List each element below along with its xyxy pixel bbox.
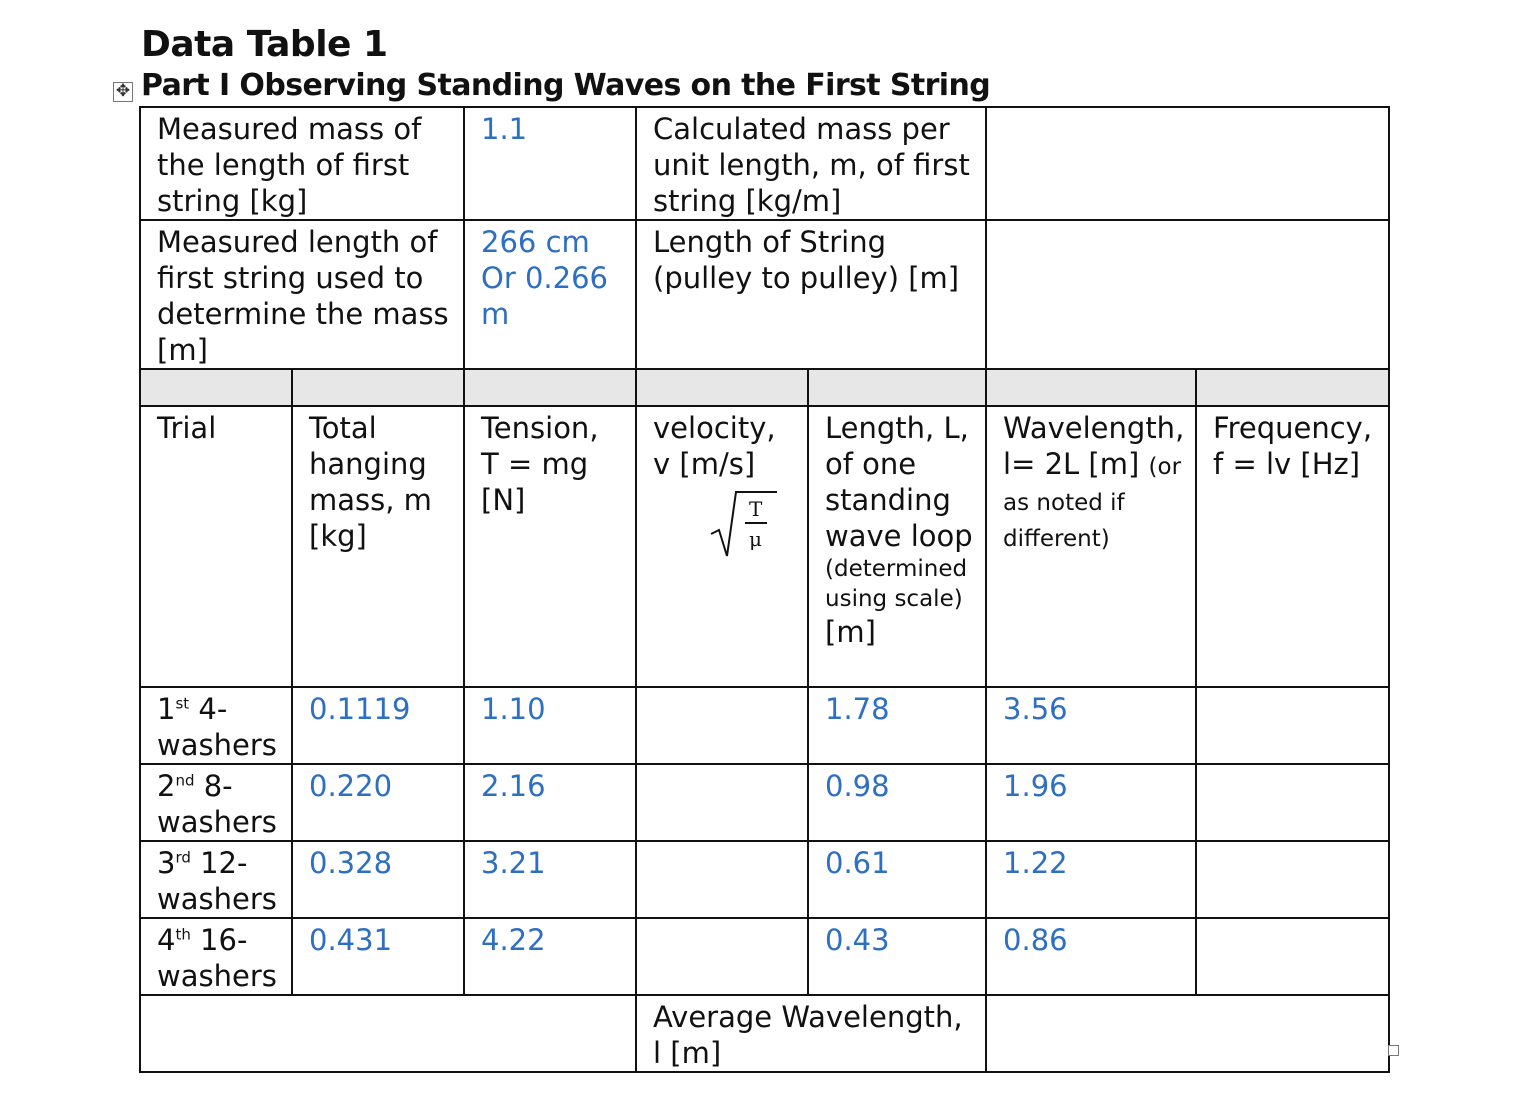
- trial-ordinal: 4: [157, 923, 176, 957]
- velocity-cell[interactable]: [636, 918, 808, 995]
- header-velocity-label: velocity, v [m/s]: [653, 411, 776, 481]
- header-wavelength: [986, 406, 1196, 687]
- header-loop-length: [808, 406, 986, 687]
- frequency-cell[interactable]: [1196, 764, 1389, 841]
- trial-ordinal: 2: [157, 769, 176, 803]
- trial-ordinal-suffix: nd: [175, 771, 195, 790]
- data-table-title: Data Table 1: [141, 24, 388, 65]
- mass-cell[interactable]: 0.328: [292, 841, 464, 918]
- header-row: [140, 406, 1389, 687]
- trial-ordinal-suffix: st: [175, 694, 190, 713]
- data-table: [139, 106, 1390, 1073]
- trial-cell: [140, 687, 292, 764]
- trial-label: 4- washers: [157, 692, 277, 762]
- sqrt-formula: [709, 486, 779, 560]
- average-blank-cell: [140, 995, 636, 1072]
- length-row: [140, 220, 1389, 369]
- mu-label: Calculated mass per unit length, m, of first string [kg/m]: [636, 107, 986, 220]
- header-wavelength-note: (or as noted if different): [1003, 454, 1182, 552]
- loop-length-cell[interactable]: 1.78: [808, 687, 986, 764]
- length-value-cell[interactable]: [464, 220, 636, 369]
- wavelength-cell[interactable]: 1.96: [986, 764, 1196, 841]
- shaded-row: [140, 369, 1389, 406]
- header-wavelength-label: Wavelength, l= 2L [m]: [1003, 411, 1185, 481]
- mass-cell[interactable]: 0.431: [292, 918, 464, 995]
- average-row: [140, 995, 1389, 1072]
- mass-cell[interactable]: 0.1119: [292, 687, 464, 764]
- loop-length-cell[interactable]: 0.43: [808, 918, 986, 995]
- mass-value-cell[interactable]: 1.1: [464, 107, 636, 220]
- mass-row: [140, 107, 1389, 220]
- shaded-cell: [808, 369, 986, 406]
- table-row: [140, 687, 1389, 764]
- trial-ordinal: 1: [157, 692, 176, 726]
- header-trial: Trial: [140, 406, 292, 687]
- shaded-cell: [986, 369, 1196, 406]
- mass-label: Measured mass of the length of first string [kg]: [140, 107, 464, 220]
- formula-denominator: μ: [749, 527, 763, 551]
- header-frequency: Frequency, f = lv [Hz]: [1196, 406, 1389, 687]
- wavelength-cell[interactable]: 0.86: [986, 918, 1196, 995]
- shaded-cell: [636, 369, 808, 406]
- trial-cell: [140, 764, 292, 841]
- string-length-label: Length of String (pulley to pulley) [m]: [636, 220, 986, 369]
- mu-value-cell[interactable]: [986, 107, 1389, 220]
- length-value-m: Or 0.266 m: [481, 261, 609, 331]
- trial-ordinal: 3: [157, 846, 176, 880]
- tension-cell[interactable]: 2.16: [464, 764, 636, 841]
- trial-cell: [140, 918, 292, 995]
- tension-cell[interactable]: 1.10: [464, 687, 636, 764]
- frequency-cell[interactable]: [1196, 918, 1389, 995]
- mass-cell[interactable]: 0.220: [292, 764, 464, 841]
- trial-label: 16- washers: [157, 923, 277, 993]
- frequency-cell[interactable]: [1196, 841, 1389, 918]
- frequency-cell[interactable]: [1196, 687, 1389, 764]
- shaded-cell: [1196, 369, 1389, 406]
- part-title: Part I Observing Standing Waves on the First String: [141, 68, 991, 103]
- velocity-cell[interactable]: [636, 841, 808, 918]
- velocity-cell[interactable]: [636, 764, 808, 841]
- tension-cell[interactable]: 3.21: [464, 841, 636, 918]
- formula-numerator: T: [749, 497, 763, 521]
- trial-cell: [140, 841, 292, 918]
- header-velocity: [636, 406, 808, 687]
- trial-ordinal-suffix: rd: [175, 848, 191, 867]
- loop-length-cell[interactable]: 0.98: [808, 764, 986, 841]
- shaded-cell: [292, 369, 464, 406]
- tension-cell[interactable]: 4.22: [464, 918, 636, 995]
- trial-label: 8- washers: [157, 769, 277, 839]
- shaded-cell: [140, 369, 292, 406]
- average-wavelength-label: Average Wavelength, l [m]: [636, 995, 986, 1072]
- length-value-cm: 266 cm: [481, 225, 590, 259]
- header-loop-length-label: Length, L, of one standing wave loop: [825, 411, 973, 553]
- table-row: [140, 764, 1389, 841]
- loop-length-cell[interactable]: 0.61: [808, 841, 986, 918]
- resize-handle-icon[interactable]: [1388, 1045, 1399, 1056]
- table-row: [140, 918, 1389, 995]
- length-label: Measured length of first string used to determine the mass [m]: [140, 220, 464, 369]
- string-length-value-cell[interactable]: [986, 220, 1389, 369]
- header-tension: Tension, T = mg [N]: [464, 406, 636, 687]
- header-loop-length-unit: [m]: [825, 615, 876, 649]
- trial-ordinal-suffix: th: [175, 925, 191, 944]
- move-icon[interactable]: ✥: [113, 82, 133, 102]
- wavelength-cell[interactable]: 1.22: [986, 841, 1196, 918]
- trial-label: 12- washers: [157, 846, 277, 916]
- table-row: [140, 841, 1389, 918]
- header-total-mass: Total hanging mass, m [kg]: [292, 406, 464, 687]
- average-wavelength-value-cell[interactable]: [986, 995, 1389, 1072]
- header-loop-length-note: (determined using scale): [825, 556, 968, 612]
- wavelength-cell[interactable]: 3.56: [986, 687, 1196, 764]
- velocity-cell[interactable]: [636, 687, 808, 764]
- shaded-cell: [464, 369, 636, 406]
